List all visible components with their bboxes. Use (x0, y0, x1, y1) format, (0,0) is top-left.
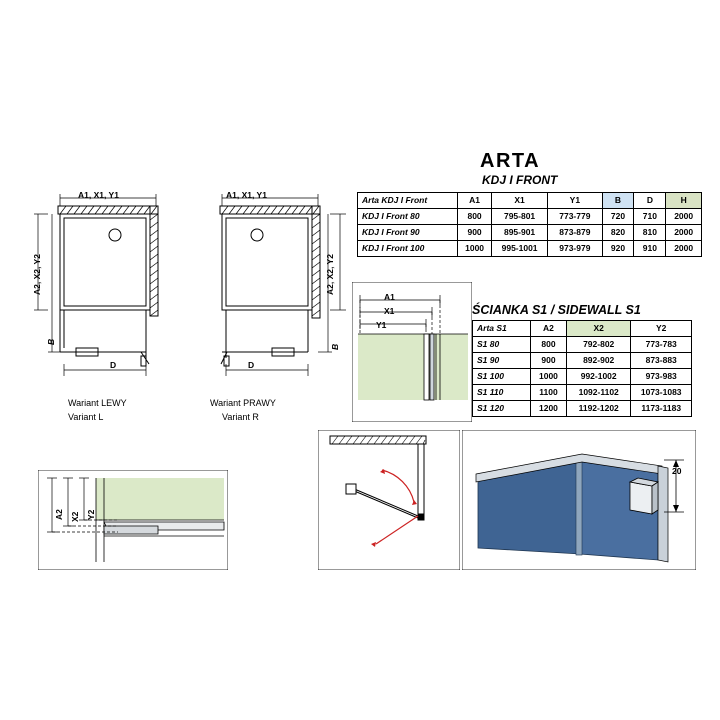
table-row (473, 353, 692, 369)
col-header-name: Arta KDJ I Front (358, 193, 458, 209)
cell-h: 2000 (666, 225, 702, 241)
table-row (473, 385, 692, 401)
table-row (358, 241, 702, 257)
row-name: KDJ I Front 80 (358, 209, 458, 225)
left-view-b-label: B (46, 338, 56, 345)
col-header-y2: Y2 (631, 321, 692, 337)
cell-h: 2000 (666, 241, 702, 257)
cell-d: 810 (634, 225, 666, 241)
cell-x2: 1092-1102 (566, 385, 630, 401)
cell-a1: 1000 (458, 241, 492, 257)
right-view-caption-pl: Wariant PRAWY (210, 398, 276, 408)
table-row (473, 369, 692, 385)
sidewall-section-title: ŚCIANKA S1 / SIDEWALL S1 (472, 303, 641, 317)
detail-sidewall-label-y2: Y2 (86, 509, 96, 520)
left-view-top-label: A1, X1, Y1 (78, 190, 119, 200)
cell-a1: 800 (458, 209, 492, 225)
col-header-b: B (602, 193, 634, 209)
cell-y1: 773-779 (548, 209, 602, 225)
row-name: S1 100 (473, 369, 531, 385)
left-view-caption-pl: Wariant LEWY (68, 398, 127, 408)
col-header-a2: A2 (530, 321, 566, 337)
left-view-d-label: D (110, 360, 117, 370)
page-title: ARTA (480, 150, 541, 172)
cell-a2: 900 (530, 353, 566, 369)
sidewall-spec-table-wrap (472, 320, 692, 417)
page-subtitle: KDJ I FRONT (482, 173, 558, 187)
cell-y2: 973-983 (631, 369, 692, 385)
cell-x2: 1192-1202 (566, 401, 630, 417)
table-row (358, 225, 702, 241)
cell-x1: 795-801 (491, 209, 547, 225)
cell-x2: 992-1002 (566, 369, 630, 385)
right-view-side-label: A2, X2, Y2 (325, 254, 335, 295)
cell-y1: 873-879 (548, 225, 602, 241)
col-header-a1: A1 (458, 193, 492, 209)
row-name: KDJ I Front 90 (358, 225, 458, 241)
cell-a1: 900 (458, 225, 492, 241)
table-row (473, 337, 692, 353)
cell-a2: 1000 (530, 369, 566, 385)
row-name: S1 110 (473, 385, 531, 401)
detail-front-label-x1: X1 (384, 306, 395, 316)
cell-y2: 773-783 (631, 337, 692, 353)
front-spec-table-wrap (357, 192, 702, 257)
cell-d: 910 (634, 241, 666, 257)
col-header-x1: X1 (491, 193, 547, 209)
cell-h: 2000 (666, 209, 702, 225)
cell-b: 820 (602, 225, 634, 241)
right-view-top-label: A1, X1, Y1 (226, 190, 267, 200)
col-header-x2: X2 (566, 321, 630, 337)
table-header-row (473, 321, 692, 337)
table-header-row (358, 193, 702, 209)
cell-a2: 1200 (530, 401, 566, 417)
cell-a2: 1100 (530, 385, 566, 401)
cell-y1: 973-979 (548, 241, 602, 257)
row-name: S1 80 (473, 337, 531, 353)
col-header-d: D (634, 193, 666, 209)
detail-front-label-y1: Y1 (376, 320, 387, 330)
cell-y2: 1073-1083 (631, 385, 692, 401)
detail-door-swing-panel (318, 430, 460, 570)
cell-y2: 873-883 (631, 353, 692, 369)
cell-b: 920 (602, 241, 634, 257)
cell-x2: 792-802 (566, 337, 630, 353)
variant-right-drawing (180, 180, 370, 420)
cell-d: 710 (634, 209, 666, 225)
left-view-side-label: A2, X2, Y2 (32, 254, 42, 295)
table-row (473, 401, 692, 417)
right-view-caption-en: Variant R (222, 412, 259, 422)
left-view-caption-en: Variant L (68, 412, 104, 422)
row-name: KDJ I Front 100 (358, 241, 458, 257)
sidewall-spec-table (472, 320, 692, 417)
col-header-y1: Y1 (548, 193, 602, 209)
detail-sidewall-label-x2: X2 (70, 511, 80, 522)
cell-x1: 895-901 (491, 225, 547, 241)
row-name: S1 120 (473, 401, 531, 417)
right-view-b-label: B (330, 343, 340, 350)
cell-b: 720 (602, 209, 634, 225)
detail-sidewall-panel (38, 470, 228, 570)
detail-front-panel (352, 282, 472, 422)
cell-y2: 1173-1183 (631, 401, 692, 417)
detail-front-label-a1: A1 (384, 292, 395, 302)
detail-sidewall-label-a2: A2 (54, 509, 64, 520)
row-name: S1 90 (473, 353, 531, 369)
cell-x1: 995-1001 (491, 241, 547, 257)
right-view-d-label: D (248, 360, 255, 370)
cell-x2: 892-902 (566, 353, 630, 369)
col-header-h: H (666, 193, 702, 209)
detail-profile-panel (462, 430, 696, 570)
table-row (358, 209, 702, 225)
cell-a2: 800 (530, 337, 566, 353)
front-spec-table (357, 192, 702, 257)
col-header-name: Arta S1 (473, 321, 531, 337)
detail-profile-dimension-label: 20 (672, 466, 682, 476)
